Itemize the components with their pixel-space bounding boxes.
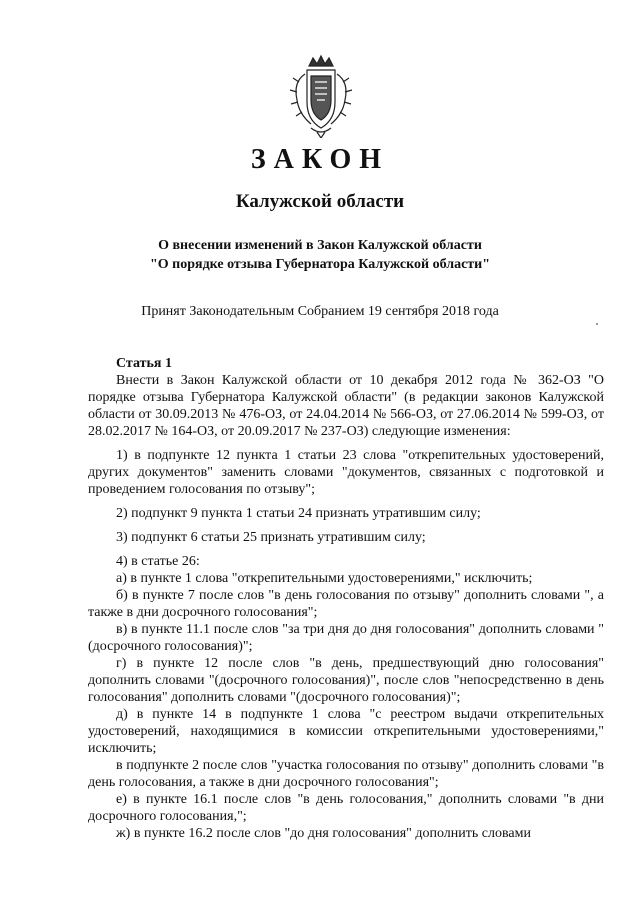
law-heading-line-1: О внесении изменений в Закон Калужской области [158, 238, 482, 253]
paragraph-item-4e: е) в пункте 16.1 после слов "в день голосования," дополнить словами "в дни досрочного голосования,"; [88, 792, 604, 824]
scan-speck [596, 323, 598, 325]
paragraph-item-4d-2: в подпункте 2 после слов "участка голосования по отзыву" дополнить словами "в день голосования, а также в дни досрочного голосования"; [88, 758, 604, 790]
adoption-note: Принят Законодательным Собранием 19 сентября 2018 года [141, 304, 499, 319]
paragraph-item-1: 1) в подпункте 12 пункта 1 статьи 23 слова "открепительных удостоверений, других документов" заменить словами "документов, связанных с подготовкой и проведением голосования по отзыву"; [88, 448, 604, 497]
paragraph-item-3: 3) подпункт 6 статьи 25 признать утратившим силу; [116, 530, 426, 545]
document-subtitle: Калужской области [235, 191, 405, 212]
paragraph-item-4b: б) в пункте 7 после слов "в день голосования по отзыву" дополнить словами ", а также в дни досрочного голосования"; [88, 588, 604, 620]
paragraph-item-4d: д) в пункте 14 в подпункте 1 слова "с реестром выдачи открепительных удостоверений, находящимися в комиссии открепительными удостоверениями," исключить; [88, 707, 604, 756]
law-heading [0, 236, 640, 274]
paragraph-item-4g: г) в пункте 12 после слов "в день, предшествующий дню голосования" дополнить словами "(досрочного голосования)", после слов "непосредственно в день голосования" дополнить словами "(досрочного голосования)"; [88, 656, 604, 705]
paragraph-item-4v: в) в пункте 11.1 после слов "за три дня до дня голосования" дополнить словами "(досрочного голосования)"; [88, 622, 604, 654]
paragraph-item-2: 2) подпункт 9 пункта 1 статьи 24 признать утратившим силу; [116, 506, 481, 521]
kaluga-coat-of-arms-icon [287, 52, 355, 138]
paragraph-intro: Внести в Закон Калужской области от 10 декабря 2012 года № 362-ОЗ "О порядке отзыва Губернатора Калужской области" (в редакции законов Калужской области от 30.09.2013 № 476-ОЗ, от 24.04.2014 № 566-ОЗ, от 27.06.2014 № 599-ОЗ, от 28.02.2017 № 164-ОЗ, от 20.09.2017 № 237-ОЗ) следующие изменения: [88, 373, 604, 439]
article-title: Статья 1 [116, 356, 172, 371]
document-title: ЗАКОН [250, 144, 390, 175]
law-body [88, 355, 604, 842]
paragraph-item-4a: а) в пункте 1 слова "открепительными удостоверениями," исключить; [116, 571, 533, 586]
paragraph-item-4: 4) в статье 26: [116, 554, 200, 569]
law-heading-line-2: "О порядке отзыва Губернатора Калужской области" [149, 257, 491, 272]
paragraph-item-4zh: ж) в пункте 16.2 после слов "до дня голосования" дополнить словами [116, 826, 531, 841]
